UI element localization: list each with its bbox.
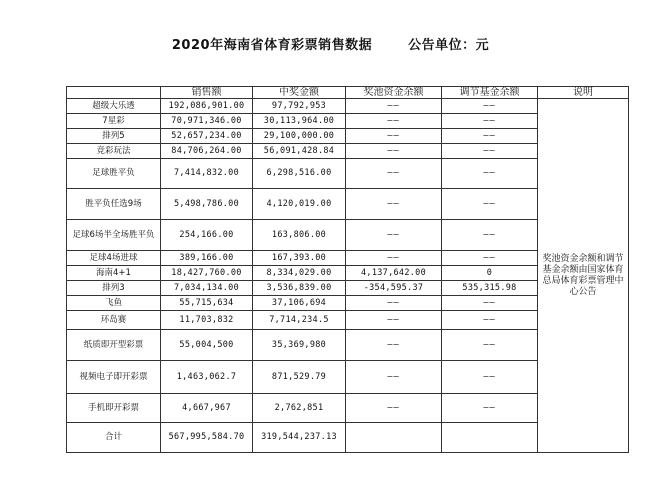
- fund-balance-cell: ——: [442, 144, 538, 159]
- pool-balance-cell: ——: [346, 144, 442, 159]
- game-name-cell: 足球4场进球: [67, 251, 161, 266]
- column-header: [67, 87, 161, 99]
- game-name-cell: 胜平负任选9场: [67, 189, 161, 220]
- note-cell: [538, 99, 629, 453]
- lottery-sales-table: [66, 86, 629, 453]
- sales-cell: 70,971,346.00: [161, 114, 253, 129]
- fund-balance-cell: ——: [442, 251, 538, 266]
- game-name-cell: 飞鱼: [67, 296, 161, 311]
- game-name-cell: 竞彩玩法: [67, 144, 161, 159]
- game-name-cell: 海南4+1: [67, 266, 161, 281]
- prize-cell: 167,393.00: [253, 251, 346, 266]
- fund-balance-cell: ——: [442, 189, 538, 220]
- prize-cell: 56,091,428.84: [253, 144, 346, 159]
- column-header: 中奖金额: [253, 87, 346, 99]
- sales-cell: 389,166.00: [161, 251, 253, 266]
- sales-cell: 192,086,901.00: [161, 99, 253, 114]
- prize-cell: 2,762,851: [253, 394, 346, 423]
- sales-cell: 5,498,786.00: [161, 189, 253, 220]
- pool-balance-cell: ——: [346, 189, 442, 220]
- pool-balance-cell: ——: [346, 330, 442, 361]
- fund-balance-cell: ——: [442, 330, 538, 361]
- prize-cell: 4,120,019.00: [253, 189, 346, 220]
- prize-cell: 3,536,839.00: [253, 281, 346, 296]
- pool-balance-cell: ——: [346, 296, 442, 311]
- game-name-cell: 超级大乐透: [67, 99, 161, 114]
- prize-cell: 8,334,029.00: [253, 266, 346, 281]
- pool-balance-cell: ——: [346, 311, 442, 330]
- pool-balance-cell: ——: [346, 394, 442, 423]
- page-title: [0, 34, 661, 53]
- column-header: 调节基金余额: [442, 87, 538, 99]
- prize-cell: 30,113,964.00: [253, 114, 346, 129]
- game-name-cell: 环岛赛: [67, 311, 161, 330]
- sales-cell: 55,004,500: [161, 330, 253, 361]
- sales-cell: 11,703,832: [161, 311, 253, 330]
- sales-cell: 254,166.00: [161, 220, 253, 251]
- sales-cell: 7,034,134.00: [161, 281, 253, 296]
- game-name-cell: 排列5: [67, 129, 161, 144]
- game-name-cell: 排列3: [67, 281, 161, 296]
- prize-cell: 97,792,953: [253, 99, 346, 114]
- pool-balance-cell: ——: [346, 99, 442, 114]
- prize-cell: 871,529.79: [253, 361, 346, 394]
- total-label-cell: 合计: [67, 423, 161, 453]
- table-row: [67, 99, 629, 114]
- note-text: 奖池资金余额和调节基金余额由国家体育总局体育彩票管理中心公告: [542, 253, 624, 297]
- game-name-cell: 足球胜平负: [67, 159, 161, 189]
- fund-balance-cell: [442, 423, 538, 453]
- prize-cell: 7,714,234.5: [253, 311, 346, 330]
- fund-balance-cell: ——: [442, 99, 538, 114]
- prize-cell: 163,806.00: [253, 220, 346, 251]
- column-header: 销售额: [161, 87, 253, 99]
- game-name-cell: 纸质即开型彩票: [67, 330, 161, 361]
- column-header: 奖池资金余额: [346, 87, 442, 99]
- pool-balance-cell: ——: [346, 114, 442, 129]
- prize-cell: 37,106,694: [253, 296, 346, 311]
- unit-label: 公告单位：元: [408, 38, 490, 53]
- game-name-cell: 足球6场半全场胜平负: [67, 220, 161, 251]
- fund-balance-cell: ——: [442, 129, 538, 144]
- fund-balance-cell: ——: [442, 114, 538, 129]
- table-header-row: [67, 87, 629, 99]
- pool-balance-cell: ——: [346, 251, 442, 266]
- fund-balance-cell: ——: [442, 220, 538, 251]
- pool-balance-cell: 4,137,642.00: [346, 266, 442, 281]
- sales-cell: 55,715,634: [161, 296, 253, 311]
- fund-balance-cell: ——: [442, 361, 538, 394]
- fund-balance-cell: ——: [442, 394, 538, 423]
- game-name-cell: 手机即开彩票: [67, 394, 161, 423]
- fund-balance-cell: 535,315.98: [442, 281, 538, 296]
- column-header: 说明: [538, 87, 629, 99]
- pool-balance-cell: ——: [346, 220, 442, 251]
- sales-cell: 52,657,234.00: [161, 129, 253, 144]
- sales-cell: 84,706,264.00: [161, 144, 253, 159]
- sales-cell: 1,463,062.7: [161, 361, 253, 394]
- title-text: 2020年海南省体育彩票销售数据: [171, 38, 373, 53]
- pool-balance-cell: -354,595.37: [346, 281, 442, 296]
- prize-cell: 29,100,000.00: [253, 129, 346, 144]
- fund-balance-cell: ——: [442, 296, 538, 311]
- sales-cell: 7,414,832.00: [161, 159, 253, 189]
- sales-cell: 4,667,967: [161, 394, 253, 423]
- prize-cell: 35,369,980: [253, 330, 346, 361]
- prize-cell: 6,298,516.00: [253, 159, 346, 189]
- total-sales-cell: 567,995,584.70: [161, 423, 253, 453]
- sales-cell: 18,427,760.00: [161, 266, 253, 281]
- fund-balance-cell: ——: [442, 311, 538, 330]
- game-name-cell: 视频电子即开彩票: [67, 361, 161, 394]
- total-prize-cell: 319,544,237.13: [253, 423, 346, 453]
- fund-balance-cell: 0: [442, 266, 538, 281]
- game-name-cell: 7星彩: [67, 114, 161, 129]
- pool-balance-cell: ——: [346, 361, 442, 394]
- fund-balance-cell: ——: [442, 159, 538, 189]
- pool-balance-cell: [346, 423, 442, 453]
- pool-balance-cell: ——: [346, 159, 442, 189]
- pool-balance-cell: ——: [346, 129, 442, 144]
